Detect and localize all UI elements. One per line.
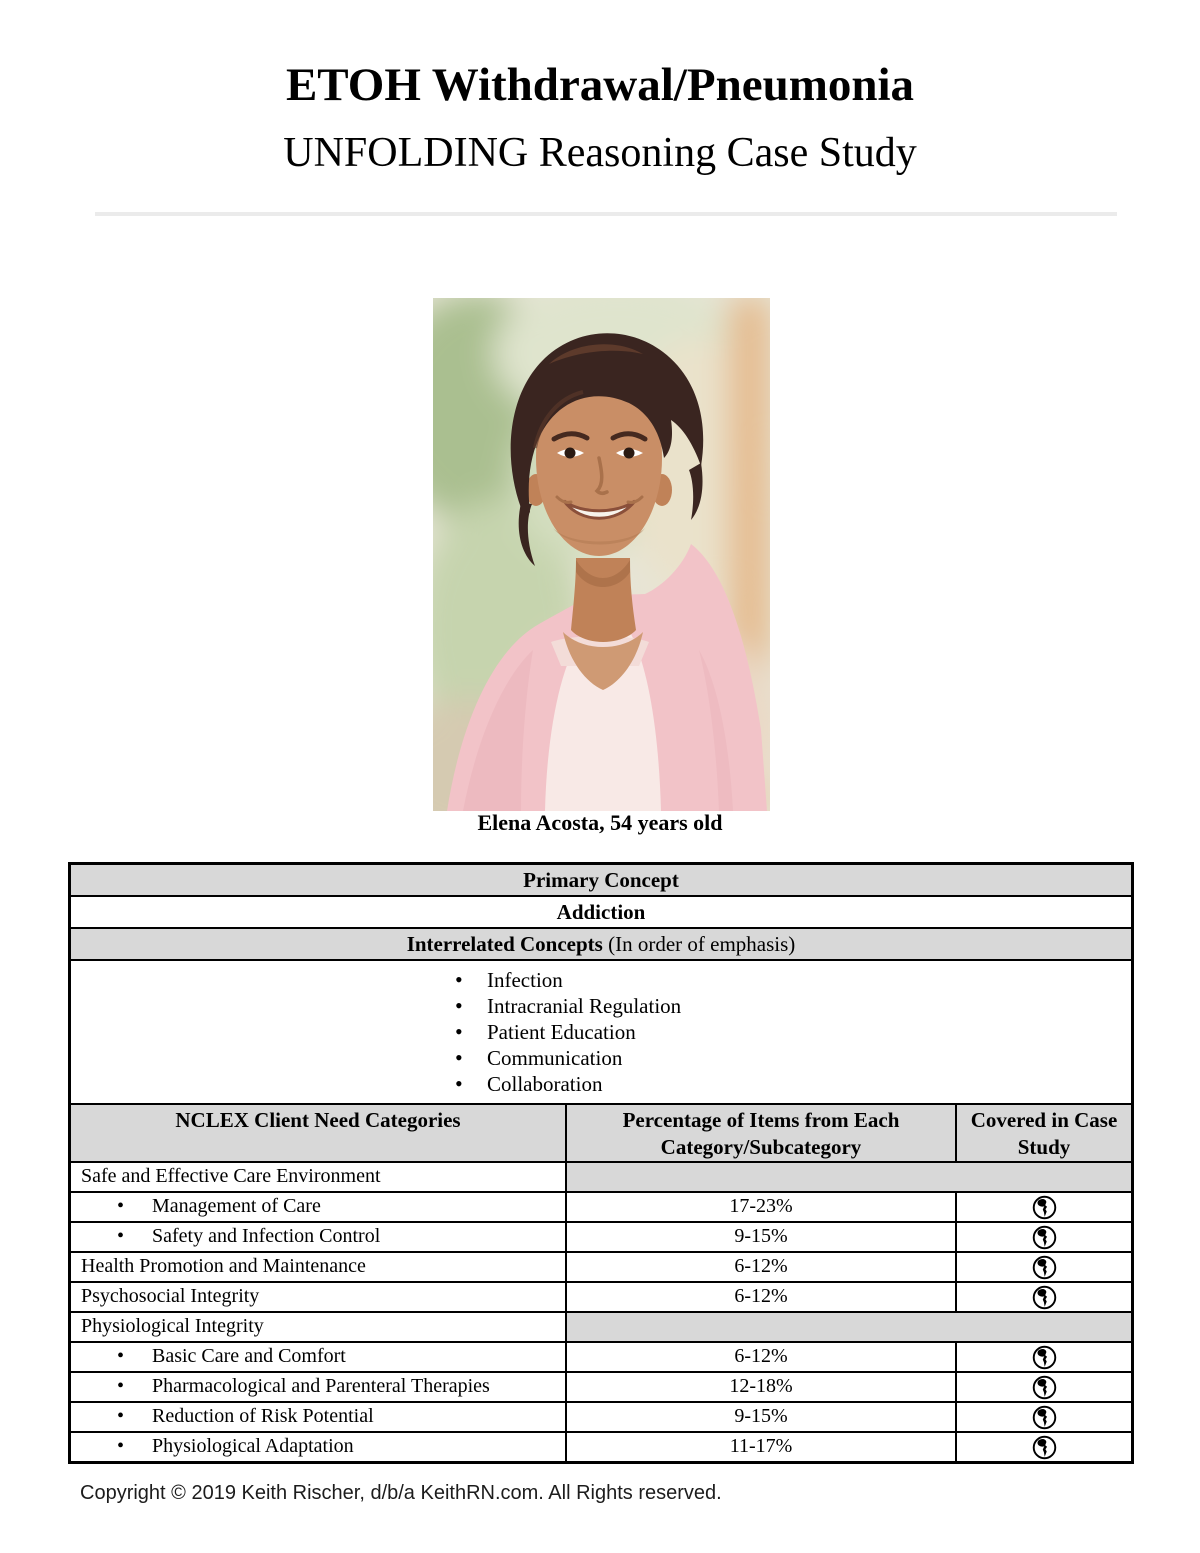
interrelated-item: • Intracranial Regulation [71, 993, 1131, 1019]
interrelated-concepts-label: Interrelated Concepts [406, 932, 603, 956]
title-divider [95, 212, 1117, 216]
covered-cell [955, 1433, 1131, 1461]
table-row [71, 1223, 1131, 1253]
globe-icon [1032, 1405, 1057, 1430]
globe-icon [1032, 1375, 1057, 1400]
nclex-header-categories: NCLEX Client Need Categories [175, 1108, 461, 1132]
interrelated-concepts-header [71, 929, 1131, 961]
percentage-value: 6-12% [565, 1283, 955, 1311]
interrelated-item: • Collaboration [71, 1071, 1131, 1097]
page-subtitle: UNFOLDING Reasoning Case Study [283, 130, 917, 176]
covered-cell [955, 1283, 1131, 1311]
globe-icon [1032, 1435, 1057, 1460]
photo-caption: Elena Acosta, 54 years old [477, 810, 723, 835]
category-label: Physiological Integrity [81, 1315, 264, 1337]
category-label: • Physiological Adaptation [71, 1433, 565, 1461]
table-row [71, 1283, 1131, 1313]
table-row [71, 1343, 1131, 1373]
globe-icon [1032, 1225, 1057, 1250]
globe-icon [1032, 1255, 1057, 1280]
percentage-value: 17-23% [565, 1193, 955, 1221]
interrelated-item: • Patient Education [71, 1019, 1131, 1045]
globe-icon [1032, 1285, 1057, 1310]
nclex-header-covered: Covered in Case Study [955, 1105, 1131, 1161]
percentage-value: 9-15% [565, 1223, 955, 1251]
primary-concept-header: Primary Concept [71, 865, 1131, 897]
nclex-rows [71, 1163, 1131, 1461]
covered-cell [955, 1403, 1131, 1431]
category-label: • Pharmacological and Parenteral Therapies [71, 1373, 565, 1401]
covered-cell [955, 1253, 1131, 1281]
table-row [71, 1253, 1131, 1283]
category-label: • Safety and Infection Control [71, 1223, 565, 1251]
category-label: • Management of Care [71, 1193, 565, 1221]
percentage-value: 12-18% [565, 1373, 955, 1401]
percentage-value: 6-12% [565, 1253, 955, 1281]
table-row [71, 1433, 1131, 1461]
table-row [71, 1163, 1131, 1193]
section-shading-cell [565, 1163, 1131, 1191]
interrelated-concepts-list [71, 961, 1131, 1105]
covered-cell [955, 1373, 1131, 1401]
interrelated-concepts-note: (In order of emphasis) [602, 932, 796, 956]
table-row [71, 1193, 1131, 1223]
table-row [71, 1373, 1131, 1403]
category-label: Psychosocial Integrity [81, 1285, 260, 1307]
covered-cell [955, 1223, 1131, 1251]
category-label: Safe and Effective Care Environment [81, 1165, 381, 1187]
case-study-table [68, 862, 1134, 1464]
nclex-header-percentage: Percentage of Items from Each Category/Subcategory [565, 1105, 955, 1161]
globe-icon [1032, 1195, 1057, 1220]
patient-photo-illustration [433, 298, 770, 811]
category-label: • Basic Care and Comfort [71, 1343, 565, 1371]
table-row [71, 1403, 1131, 1433]
section-shading-cell [565, 1313, 1131, 1341]
covered-cell [955, 1343, 1131, 1371]
percentage-value: 6-12% [565, 1343, 955, 1371]
interrelated-item: • Infection [71, 967, 1131, 993]
category-label: • Reduction of Risk Potential [71, 1403, 565, 1431]
patient-photo [433, 298, 770, 811]
copyright-text: Copyright © 2019 Keith Rischer, d/b/a KeithRN.com. All Rights reserved. [80, 1482, 722, 1504]
table-row [71, 1313, 1131, 1343]
primary-concept-value: Addiction [71, 897, 1131, 929]
category-label: Health Promotion and Maintenance [81, 1255, 366, 1277]
page-title: ETOH Withdrawal/Pneumonia [285, 59, 915, 111]
covered-cell [955, 1193, 1131, 1221]
interrelated-item: • Communication [71, 1045, 1131, 1071]
globe-icon [1032, 1345, 1057, 1370]
percentage-value: 11-17% [565, 1433, 955, 1461]
nclex-header-row [71, 1105, 1131, 1163]
percentage-value: 9-15% [565, 1403, 955, 1431]
